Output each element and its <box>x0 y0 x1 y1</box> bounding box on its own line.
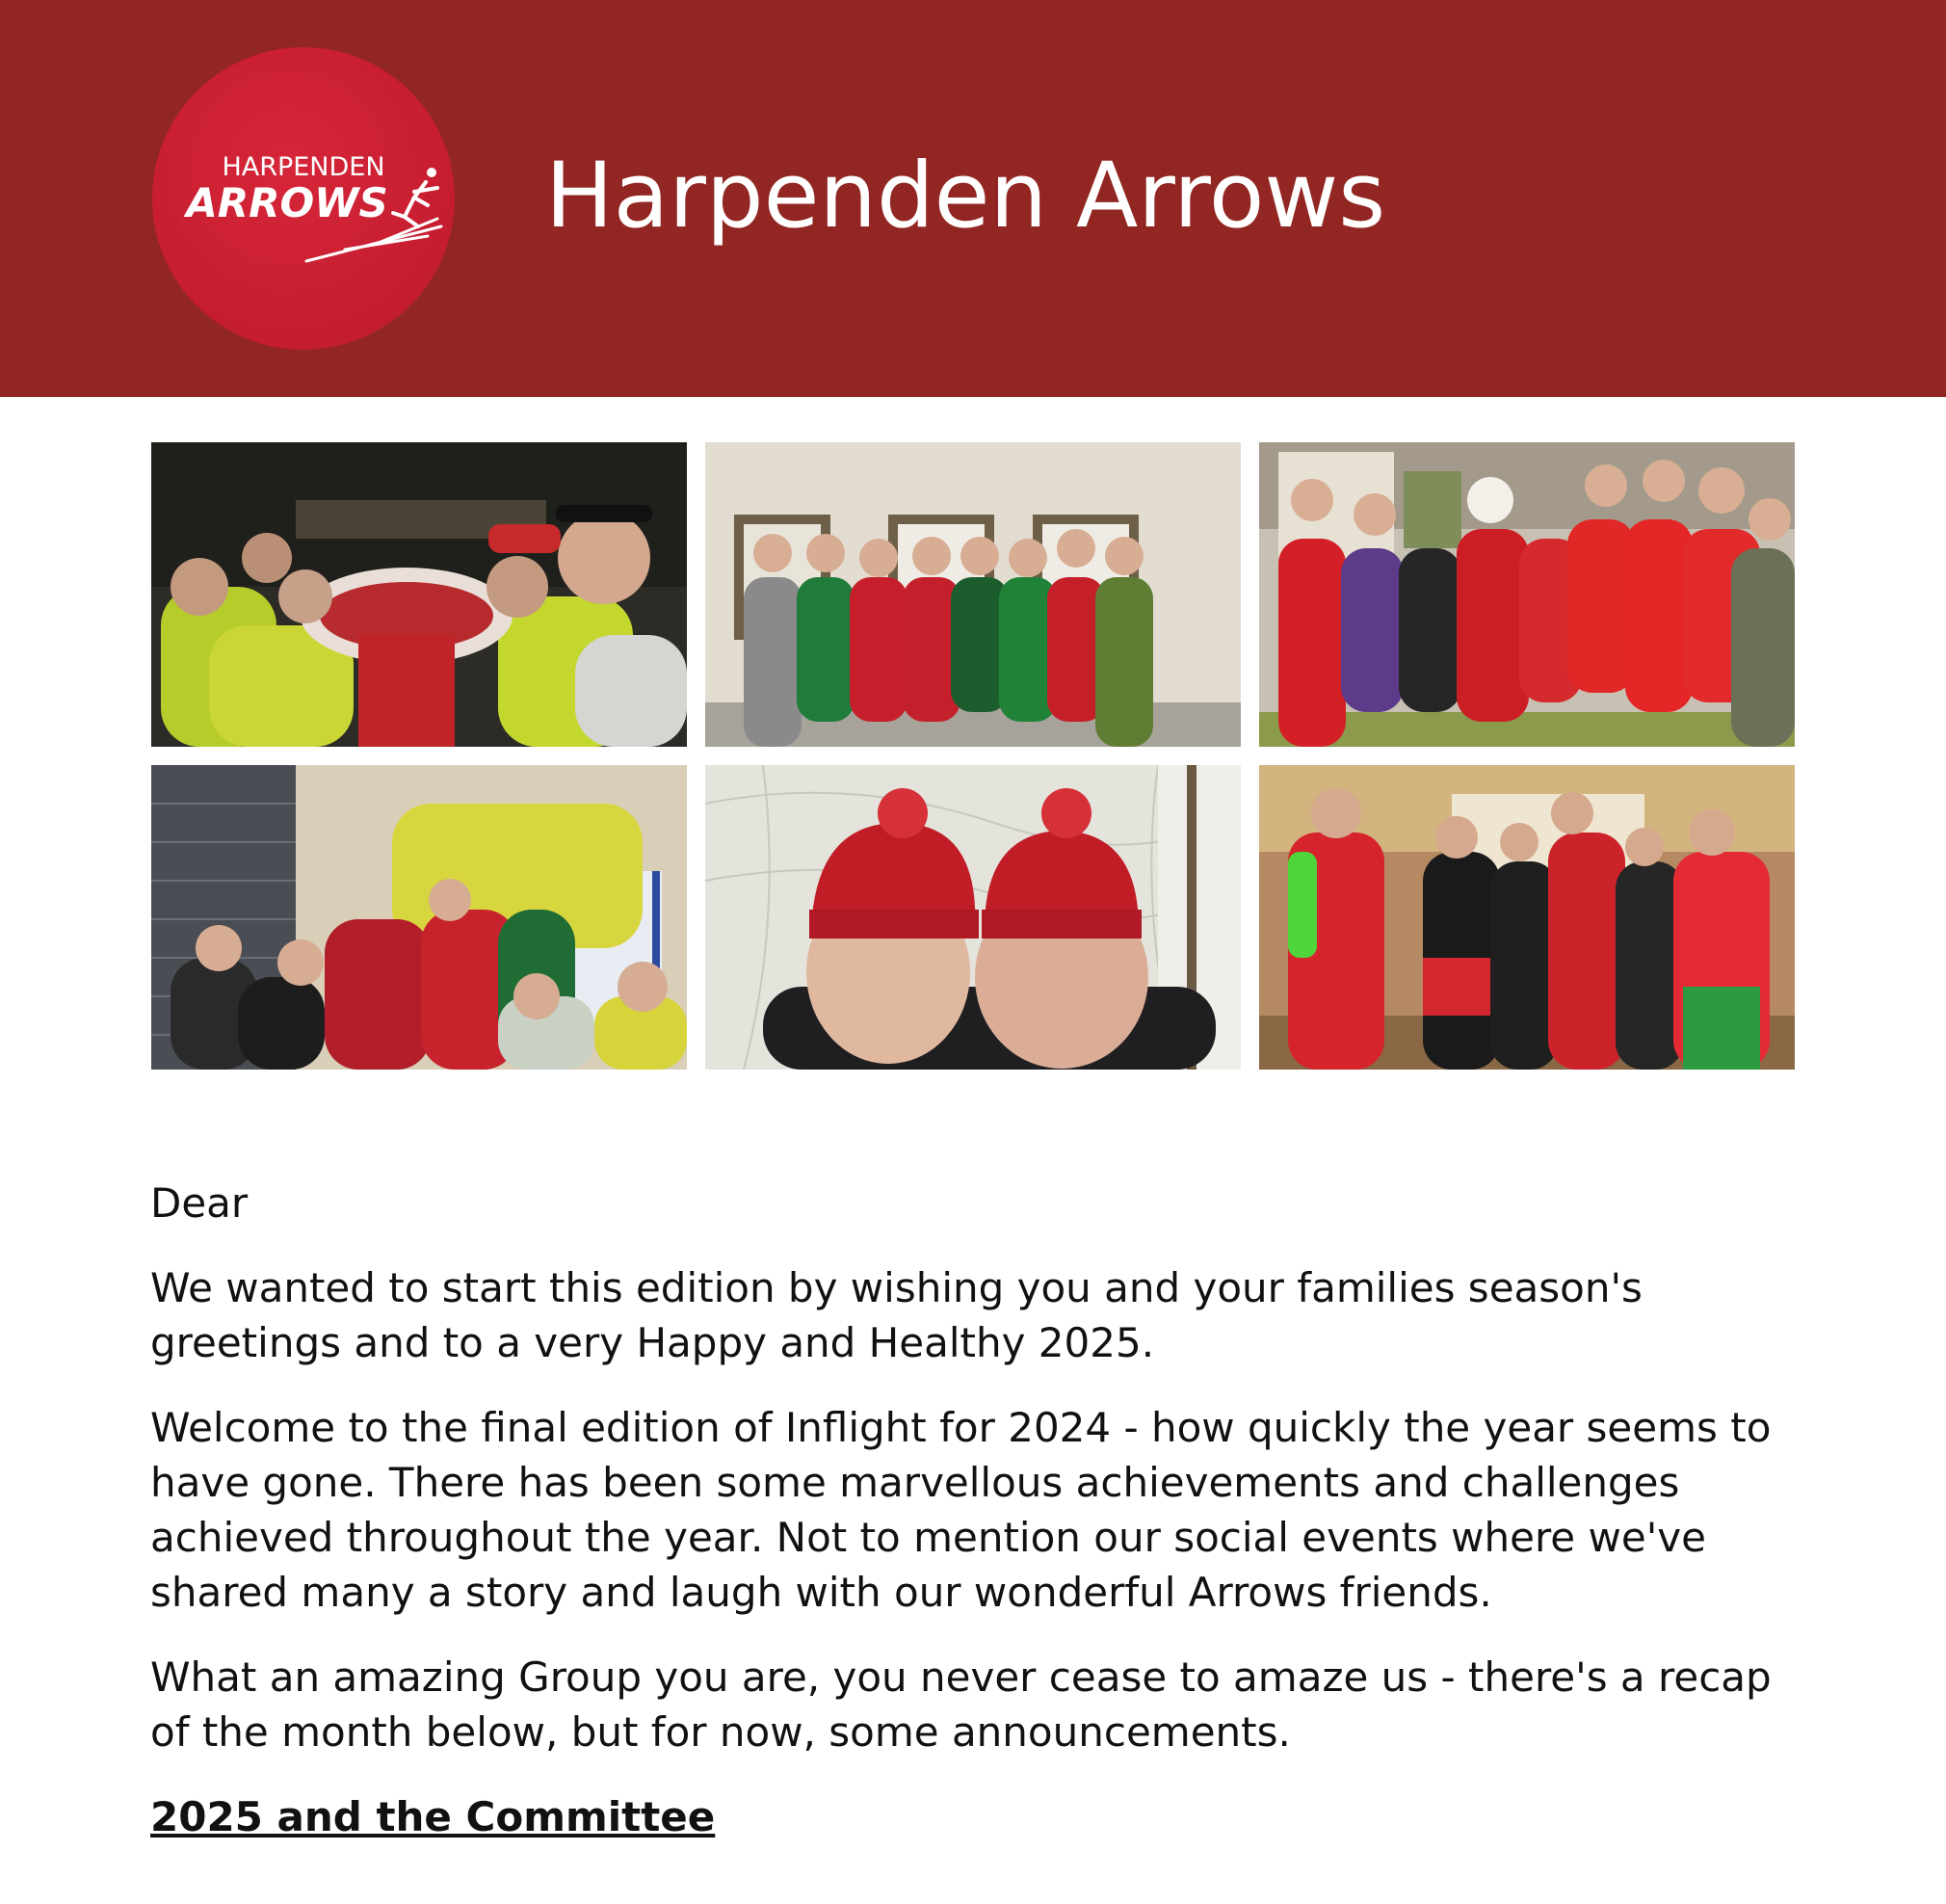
logo-text-arrows: ARROWS <box>186 179 388 226</box>
logo-artwork <box>152 47 455 350</box>
club-logo <box>152 47 455 350</box>
logo-text-harpenden: HARPENDEN <box>222 152 385 182</box>
gallery-photo-elves <box>705 442 1241 747</box>
letter-greeting: Dear <box>150 1179 249 1227</box>
gallery-photo-santa-group <box>1259 442 1795 747</box>
letter-body <box>150 1176 1807 1874</box>
letter-paragraph-2: Welcome to the final edition of Inflight for 2024 - how quickly the year seems to have gone. There has been some marvellous achievements and challenges achieved throughout the year. Not to mention our social events where we've shared many a story and laugh with our wonderful Arrows friends. <box>150 1404 1772 1616</box>
gallery-photo-staircase-group <box>151 765 687 1070</box>
header-banner <box>0 0 1946 397</box>
gallery-photo-night-runners <box>151 442 687 747</box>
runner-icon <box>393 168 437 226</box>
gallery-photo-bobble-hats <box>705 765 1241 1070</box>
section-heading-committee: 2025 and the Committee <box>150 1793 716 1840</box>
letter-paragraph-1: We wanted to start this edition by wishing you and your families season's greetings and to a very Happy and Healthy 2025. <box>150 1264 1643 1366</box>
letter-paragraph-3: What an amazing Group you are, you never cease to amaze us - there's a recap of the month below, but for now, some announcements. <box>150 1653 1772 1756</box>
gallery-photo-party-group <box>1259 765 1795 1070</box>
site-title: Harpenden Arrows <box>545 144 1386 249</box>
